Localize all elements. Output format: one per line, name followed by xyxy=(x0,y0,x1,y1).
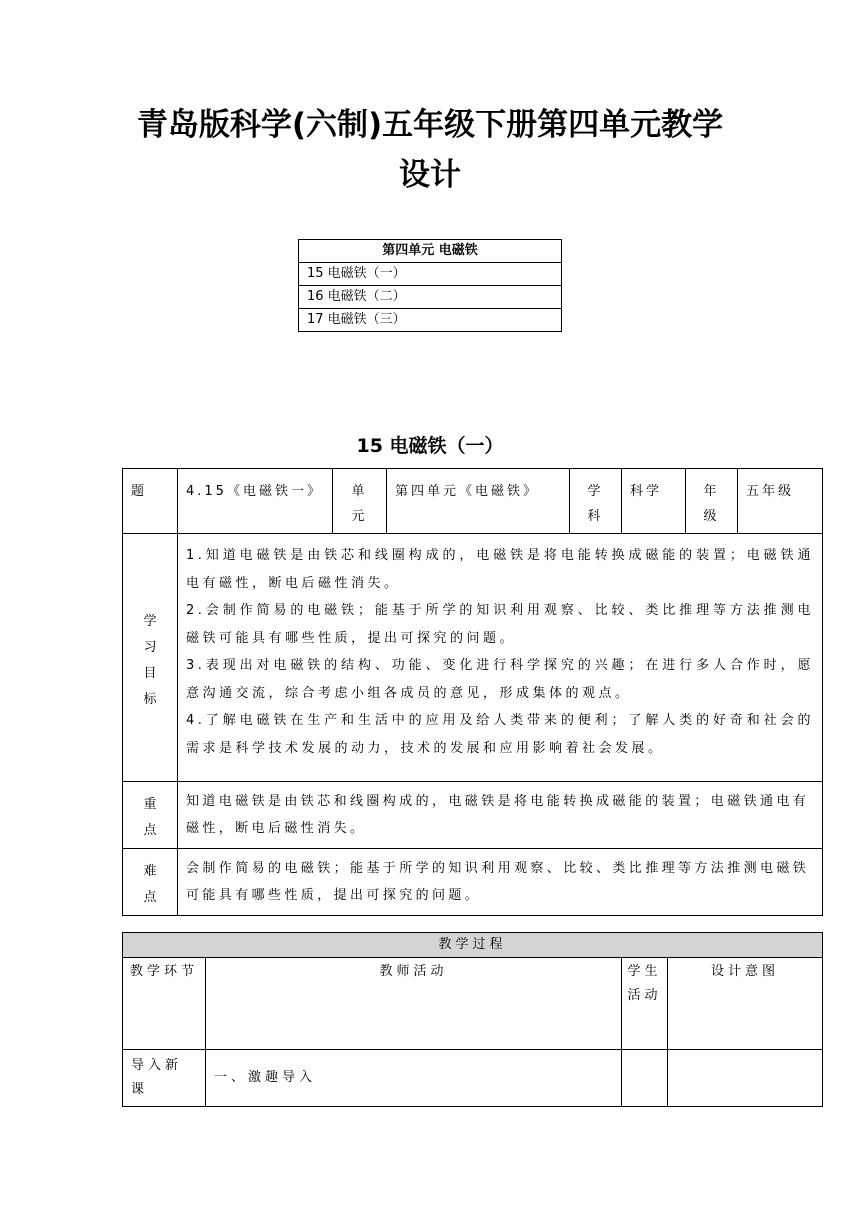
grade-label-part: 年 xyxy=(703,484,720,499)
goal-item: 2.会制作简易的电磁铁；能基于所学的知识利用观察、比较、类比推理等方法推测电磁铁可能具有哪些性质，提出可探究的问题。 xyxy=(186,603,814,646)
difficult-label-char: 难 xyxy=(143,864,157,879)
unit-label-part: 单 xyxy=(351,484,368,499)
goals-label-char: 习 xyxy=(143,639,157,655)
column-header-teacher: 教师活动 xyxy=(206,958,622,1050)
column-header-student: 学生活动 xyxy=(622,958,668,1050)
goal-item: 3.表现出对电磁铁的结构、功能、变化进行科学探究的兴趣；在进行多人合作时，愿意沟通交流，综合考虑小组各成员的意见，形成集体的观点。 xyxy=(186,658,814,701)
document-title xyxy=(0,100,860,200)
unit-table-row: 17 电磁铁（三） xyxy=(299,309,562,332)
goals-label-char: 学 xyxy=(143,613,157,629)
process-row-intent xyxy=(668,1050,823,1107)
unit-value: 第四单元《电磁铁》 xyxy=(387,469,570,534)
subject-value: 科学 xyxy=(622,469,686,534)
subject-label-part: 科 xyxy=(587,509,604,524)
goal-item: 1.知道电磁铁是由铁芯和线圈构成的，电磁铁是将电能转换成磁能的装置；电磁铁通电有磁性，断电后磁性消失。 xyxy=(186,548,814,591)
grade-label-part: 级 xyxy=(703,509,720,524)
topic-label: 题 xyxy=(123,469,178,534)
unit-label-part: 元 xyxy=(351,509,368,524)
process-row-stage: 导入新课 xyxy=(123,1050,206,1107)
difficulties-text: 会制作简易的电磁铁；能基于所学的知识利用观察、比较、类比推理等方法推测电磁铁可能具有哪些性质，提出可探究的问题。 xyxy=(178,849,823,916)
goal-item: 4.了解电磁铁在生产和生活中的应用及给人类带来的便利；了解人类的好奇和社会的需求是科学技术发展的动力，技术的发展和应用影响着社会发展。 xyxy=(186,713,814,756)
difficulties-label xyxy=(123,849,178,916)
topic-value: 4.15《电磁铁一》 xyxy=(178,469,333,534)
title-line-1: 青岛版科学(六制)五年级下册第四单元教学 xyxy=(136,107,724,143)
subject-label xyxy=(570,469,622,534)
difficult-label-char: 点 xyxy=(143,890,157,905)
column-header-stage: 教学环节 xyxy=(123,958,206,1050)
key-points-label xyxy=(123,782,178,849)
key-label-char: 重 xyxy=(143,797,157,812)
unit-label xyxy=(333,469,387,534)
goals-text xyxy=(178,534,823,782)
goals-label-char: 目 xyxy=(143,665,157,681)
unit-table-row: 16 电磁铁（二） xyxy=(299,286,562,309)
column-header-intent: 设计意图 xyxy=(668,958,823,1050)
lesson-info-table xyxy=(122,468,823,916)
teaching-process-table xyxy=(122,932,823,1107)
unit-table-header: 第四单元 电磁铁 xyxy=(299,240,562,263)
grade-label xyxy=(686,469,738,534)
subject-label-part: 学 xyxy=(587,484,604,499)
process-band-header: 教学过程 xyxy=(123,933,823,958)
process-row-teacher: 一、激趣导入 xyxy=(206,1050,622,1107)
grade-value: 五年级 xyxy=(738,469,823,534)
key-points-text: 知道电磁铁是由铁芯和线圈构成的，电磁铁是将电能转换成磁能的装置；电磁铁通电有磁性，断电后磁性消失。 xyxy=(178,782,823,849)
lesson-title: 15 电磁铁（一） xyxy=(356,435,504,457)
goals-label xyxy=(123,534,178,782)
process-row-student xyxy=(622,1050,668,1107)
unit-table-row: 15 电磁铁（一） xyxy=(299,263,562,286)
key-label-char: 点 xyxy=(143,823,157,838)
unit-contents-table xyxy=(298,239,562,332)
goals-label-char: 标 xyxy=(143,691,157,707)
title-line-2: 设计 xyxy=(399,157,461,193)
